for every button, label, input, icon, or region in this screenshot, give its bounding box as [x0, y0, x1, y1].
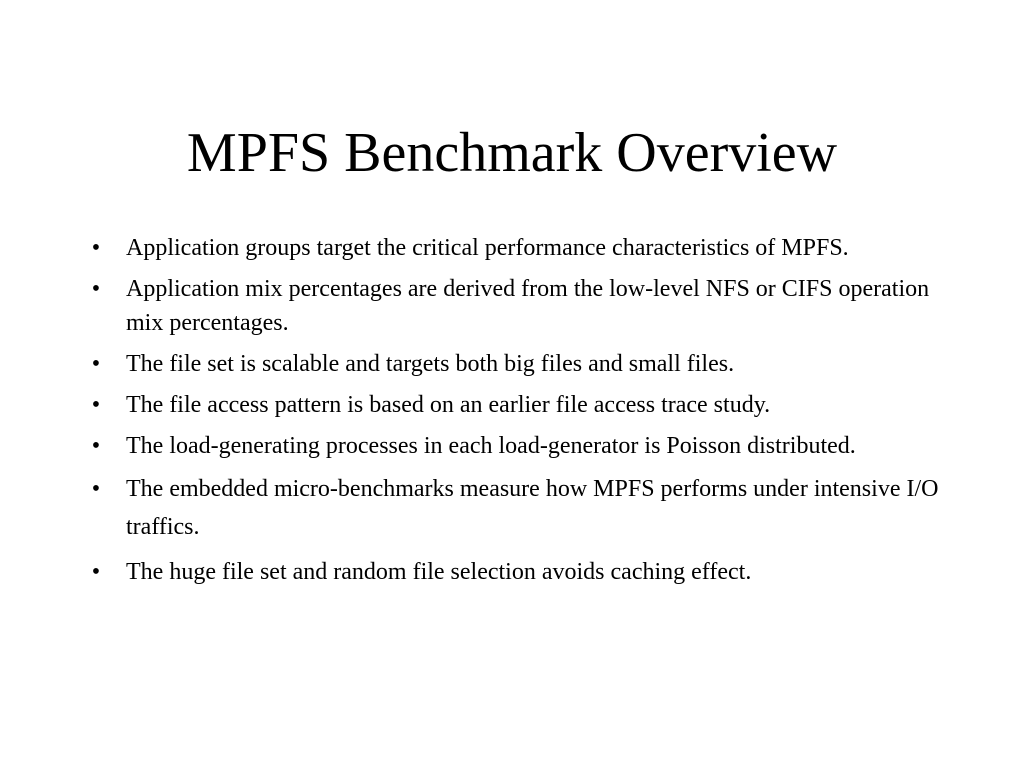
- bullet-item: [84, 553, 944, 591]
- bullet-text: The load-generating processes in each load-generator is Poisson distributed.: [126, 433, 856, 459]
- bullet-marker: •: [91, 392, 101, 418]
- bullet-marker: •: [91, 433, 101, 459]
- slide-title: MPFS Benchmark Overview: [186, 122, 838, 184]
- bullet-text: Application mix percentages are derived from the low-level NFS or CIFS operation mix percentages.: [126, 276, 930, 336]
- bullet-text: Application groups target the critical performance characteristics of MPFS.: [126, 235, 849, 261]
- bullet-text: The embedded micro-benchmarks measure how MPFS performs under intensive I/O traffics.: [126, 476, 939, 540]
- bullet-item: [84, 231, 944, 265]
- bullet-item: [84, 429, 944, 463]
- bullet-item: [84, 388, 944, 422]
- bullet-item: [84, 470, 944, 546]
- bullet-marker: •: [91, 351, 101, 377]
- bullet-text: The file set is scalable and targets both big files and small files.: [126, 351, 735, 377]
- bullet-marker: •: [91, 235, 101, 261]
- bullet-text: The file access pattern is based on an earlier file access trace study.: [126, 392, 771, 418]
- bullet-marker: •: [91, 559, 101, 585]
- bullet-item: [84, 272, 944, 340]
- bullet-item: [84, 347, 944, 381]
- bullet-marker: •: [91, 276, 101, 302]
- bullet-text: The huge file set and random file selection avoids caching effect.: [126, 559, 752, 585]
- bullet-list: [84, 231, 944, 598]
- bullet-marker: •: [91, 476, 101, 502]
